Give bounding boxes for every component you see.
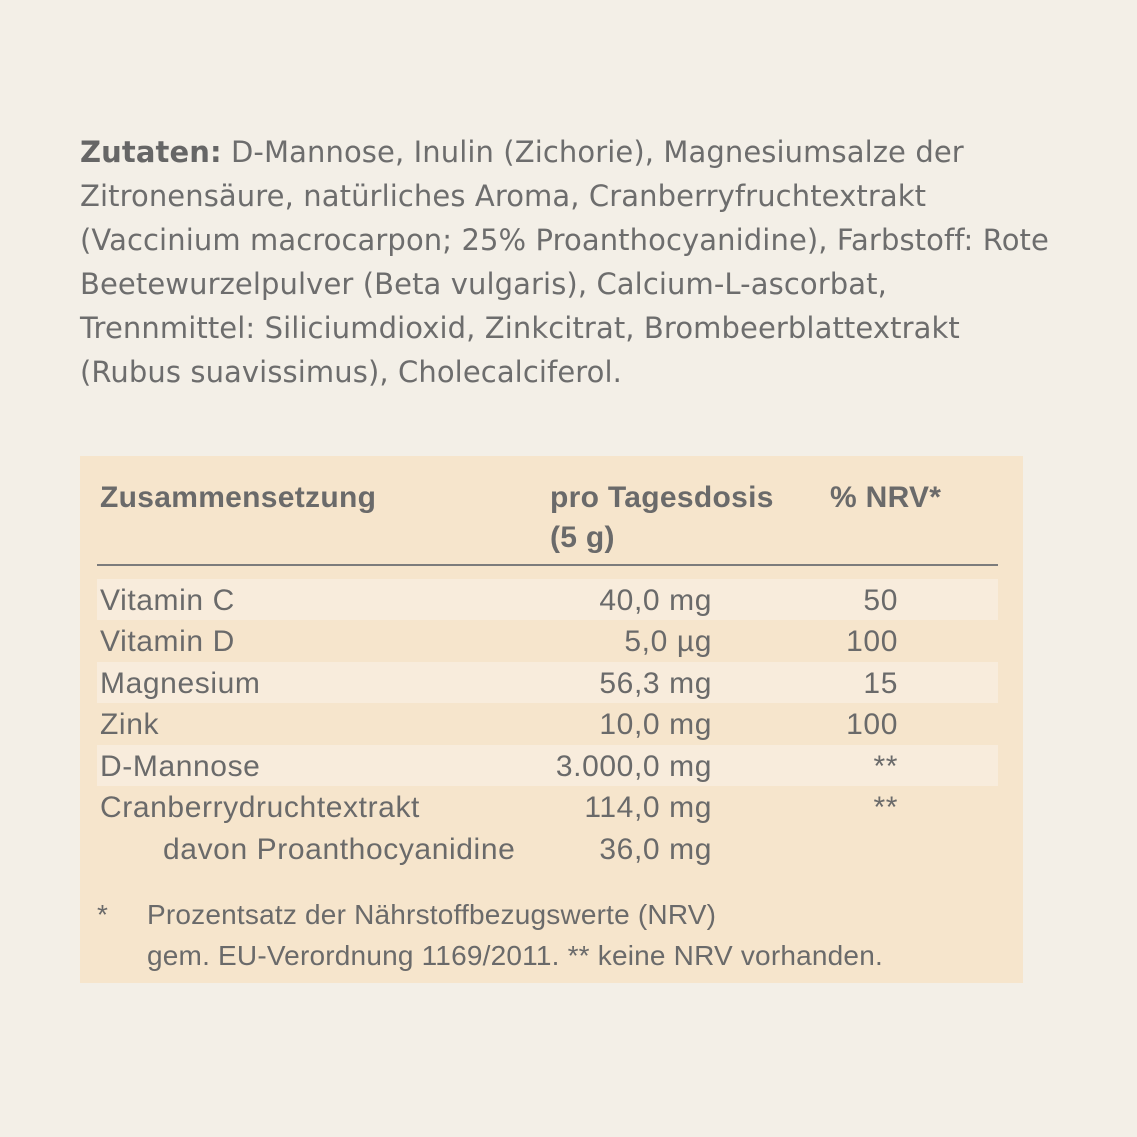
row-nrv: 100 [846,708,898,741]
row-amount: 5,0 µg [624,625,712,658]
header-dose-line1: pro Tagesdosis [550,481,774,514]
footnote-line2: gem. EU-Verordnung 1169/2011. ** keine NRV vorhanden. [147,940,883,971]
table-row [97,745,998,786]
row-nrv: 15 [863,667,898,700]
ingredients-list: D-Mannose, Inulin (Zichorie), Magnesiumsalze der Zitronensäure, natürliches Aroma, Cranberryfruchtextrakt (Vaccinium macrocarpon; 25% Proanthocyanidine), Farbstoff: Rote Beetewurzelpulver (Beta vulgaris), Calcium-L-ascorbat, Trennmittel: Siliciumdioxid, Zinkcitrat, Brombeerblattextrakt (Rubus suavissimus), Cholecalciferol. [80,135,1049,389]
row-nrv: ** [873,791,898,824]
row-name: Vitamin C [100,584,235,617]
row-nrv: ** [873,750,898,783]
header-dose-line2: (5 g) [550,521,615,554]
table-row [97,828,998,869]
row-name: Vitamin D [100,625,235,658]
header-nrv: % NRV* [830,481,942,514]
row-amount: 3.000,0 mg [555,750,712,783]
footnote-star: * [97,899,109,930]
table-row [97,703,998,744]
row-amount: 40,0 mg [599,584,712,617]
table-row [97,662,998,703]
row-amount: 10,0 mg [599,708,712,741]
footnote-line1: Prozentsatz der Nährstoffbezugswerte (NRV) [147,899,717,930]
header-composition: Zusammensetzung [100,481,377,514]
row-amount: 36,0 mg [599,833,712,866]
header-dose [550,478,774,558]
row-nrv: 50 [863,584,898,617]
ingredients-text [80,130,1070,394]
row-name: Cranberrydruchtextrakt [100,791,420,824]
row-amount: 114,0 mg [584,791,712,824]
row-name: davon Proanthocyanidine [163,833,516,866]
row-nrv: 100 [846,625,898,658]
row-name: D-Mannose [100,750,261,783]
table-row [97,786,998,827]
row-name: Magnesium [100,667,261,700]
table-row [97,579,998,620]
row-amount: 56,3 mg [599,667,712,700]
ingredients-label: Zutaten: [80,135,222,169]
header-divider [97,564,998,566]
row-name: Zink [100,708,160,741]
nutrition-table [80,456,1023,983]
table-row [97,620,998,661]
footnote-text [147,894,883,976]
